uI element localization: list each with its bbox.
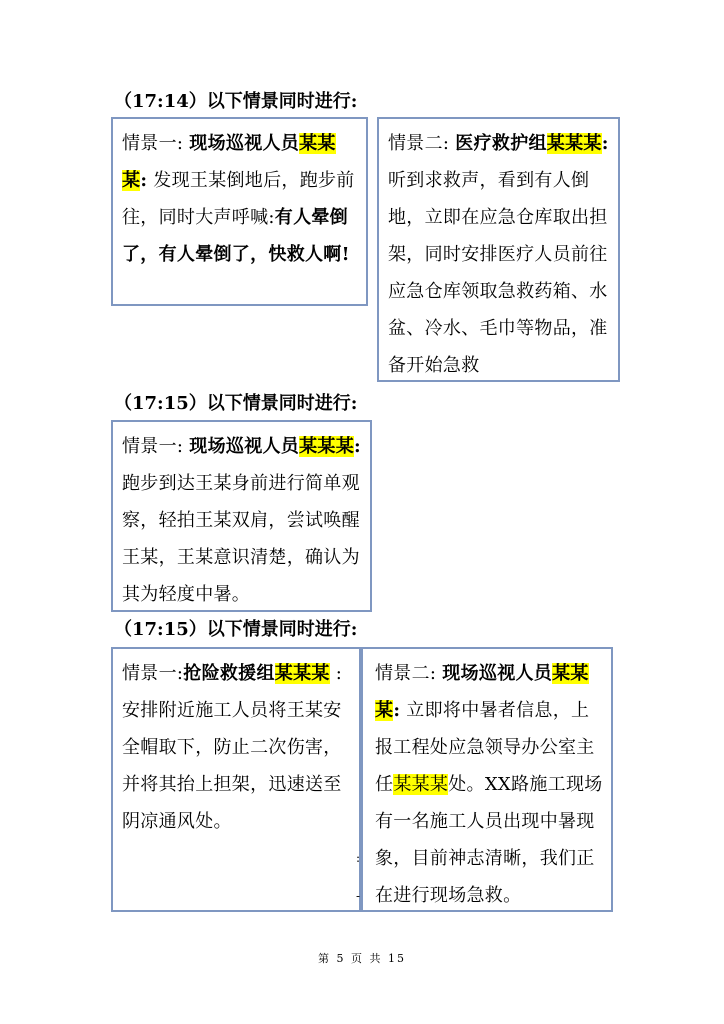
scene-role: 现场巡视人员 (442, 663, 553, 684)
section-1-scene-1-box (111, 117, 368, 306)
section-1-scene-2-box (377, 117, 620, 382)
scene-label: 情景二: (388, 133, 450, 154)
person-name-highlight: 某某某 (122, 133, 336, 191)
section-3-scene-1-box (111, 647, 361, 912)
scene-text (363, 649, 611, 914)
person-name-highlight: 某某某 (375, 663, 589, 721)
person-name-highlight: 某某某 (546, 133, 602, 154)
scene-description: :安排附近施工人员将王某安全帽取下，防止二次伤害，并将其抬上担架，迅速送至阴凉通风处。 (122, 663, 343, 832)
scene-label: 情景一: (122, 436, 184, 457)
scene-role: 现场巡视人员 (189, 436, 300, 457)
edge-mark-colon: : (356, 851, 361, 865)
scene-role: 抢险救援组 (183, 663, 275, 684)
scene-description: 跑步到达王某身前进行简单观察，轻拍王某双肩，尝试唤醒王某，王某意识清楚，确认为其为轻度中暑。 (122, 473, 360, 605)
scene-text (113, 422, 370, 613)
scene-colon: : (140, 170, 148, 191)
scene-label: 情景二: (375, 663, 437, 684)
scene-description: 立即将中暑者信息，上报工程处应急领导办公室主任 (375, 700, 595, 795)
scene-colon: : (354, 436, 361, 457)
scene-label: 情景一: (122, 663, 184, 684)
scene-role: 医疗救护组 (455, 133, 547, 154)
scene-colon: : (393, 700, 401, 721)
scene-role: 现场巡视人员 (189, 133, 300, 154)
section-2-scene-1-box (111, 420, 372, 612)
page-number-footer: 第 5 页 共 15 (318, 952, 406, 965)
person-name-highlight: 某某某 (274, 663, 330, 684)
person-name-highlight: 某某某 (299, 436, 355, 457)
section-1-heading: （17:14）以下情景同时进行: (114, 91, 358, 112)
section-3-heading: （17:15）以下情景同时进行: (114, 619, 358, 640)
scene-description: 听到求救声，看到有人倒地，立即在应急仓库取出担架，同时安排医疗人员前往应急仓库领取急救药箱、水盆、冷水、毛巾等物品，准备开始急救 (388, 170, 608, 376)
scene-label: 情景一: (122, 133, 184, 154)
edge-mark-dash: - (356, 889, 361, 903)
scene-description: 发现王某倒地后，跑步前往，同时大声呼喊: (122, 170, 355, 228)
scene-text (113, 119, 366, 273)
scene-description-continued: 处。XX路施工现场有一名施工人员出现中暑现象，目前神志清晰，我们正在进行现场急救。 (375, 774, 603, 906)
scene-text (379, 119, 618, 384)
section-3-scene-2-box (361, 647, 613, 912)
scene-shout: 有人晕倒了，有人晕倒了，快救人啊! (122, 207, 350, 265)
scene-colon: : (601, 133, 609, 154)
scene-text (113, 649, 359, 840)
person-name-highlight: 某某某 (393, 774, 449, 795)
section-2-heading: （17:15）以下情景同时进行: (114, 393, 358, 414)
